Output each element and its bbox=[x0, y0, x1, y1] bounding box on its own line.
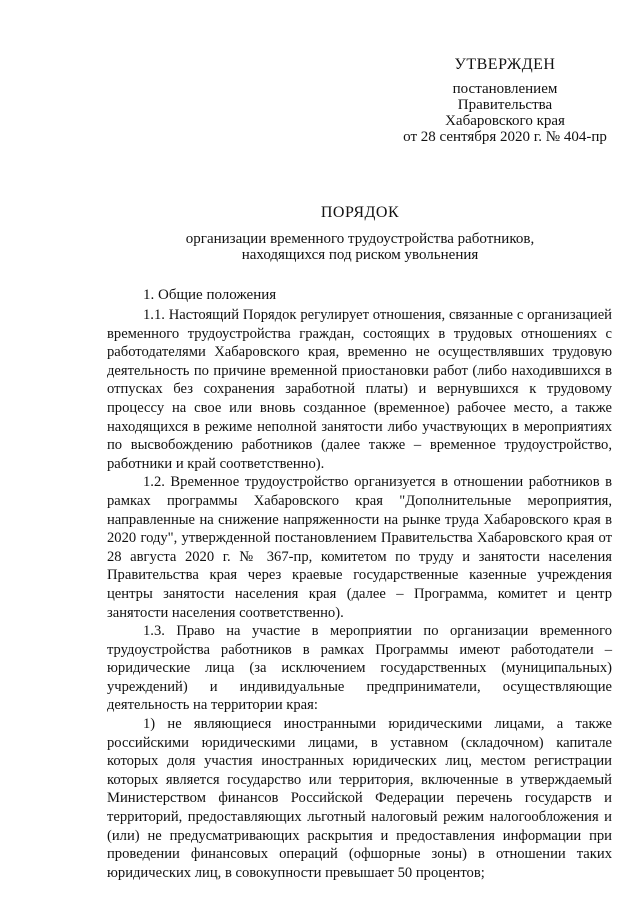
document-subtitle: находящихся под риском увольнения bbox=[241, 247, 479, 263]
document-body bbox=[107, 306, 612, 882]
document-subtitle: организации временного трудоустройства работников, bbox=[185, 231, 535, 247]
approval-line: Правительства bbox=[457, 97, 553, 113]
document-title-block bbox=[140, 205, 580, 263]
approval-line: Хабаровского края bbox=[445, 113, 565, 129]
paragraph-1-1: 1.1. Настоящий Порядок регулирует отношения, связанные с организацией временного трудоустройства граждан, состоящих в трудовых отношениях с работодателями Хабаровского края, временно не осуществлявших трудовую деятельность по причине временной приостановки работ (либо находившихся в отпусках без сохранения заработной платы) и вернувшихся к трудовому процессу на свое или вновь созданное (временное) рабочее место, а также находящихся в режиме неполной занятости либо участвующих в мероприятиях по высвобождению работников (далее также – временное трудоустройство, работники и край соответственно). bbox=[107, 307, 612, 472]
approval-title: УТВЕРЖДЕН bbox=[454, 56, 556, 73]
paragraph-1-3: 1.3. Право на участие в мероприятии по организации временного трудоустройства работников в рамках Программы имеют работодатели – юридические лица (за исключением государственных (муниципальных) учреждений) и индивидуальные предприниматели, осуществляющие деятельность на территории края: bbox=[107, 623, 612, 714]
approval-stamp bbox=[380, 57, 630, 145]
section-heading: 1. Общие положения bbox=[143, 287, 277, 303]
paragraph-item-1: 1) не являющиеся иностранными юридическими лицами, а также российскими юридическими лицами, в уставном (складочном) капитале которых доля участия иностранных юридических лиц, местом регистрации которых является государство или территория, включенные в утверждаемый Министерством финансов Российской Федерации перечень государств и территорий, предоставляющих льготный налоговый режим налогообложения и (или) не предусматривающих раскрытия и предоставления информации при проведении финансовых операций (офшорные зоны) в отношении таких юридических лиц, в совокупности превышает 50 процентов; bbox=[107, 716, 612, 881]
approval-date-number: от 28 сентября 2020 г. № 404-пр bbox=[403, 129, 607, 145]
document-title: ПОРЯДОК bbox=[320, 204, 400, 221]
paragraph-1-2: 1.2. Временное трудоустройство организуется в отношении работников в рамках программы Хабаровского края "Дополнительные мероприятия, направленные на снижение напряженности на рынке труда Хабаровского края в 2020 году", утвержденной постановлением Правительства Хабаровского края от 28 августа 2020 г. № 367-пр, комитетом по труду и занятости населения Правительства края через краевые государственные казенные учреждения центры занятости населения края (далее – Программа, комитет и центр занятости населения соответственно). bbox=[107, 474, 612, 621]
approval-line: постановлением bbox=[452, 81, 558, 97]
